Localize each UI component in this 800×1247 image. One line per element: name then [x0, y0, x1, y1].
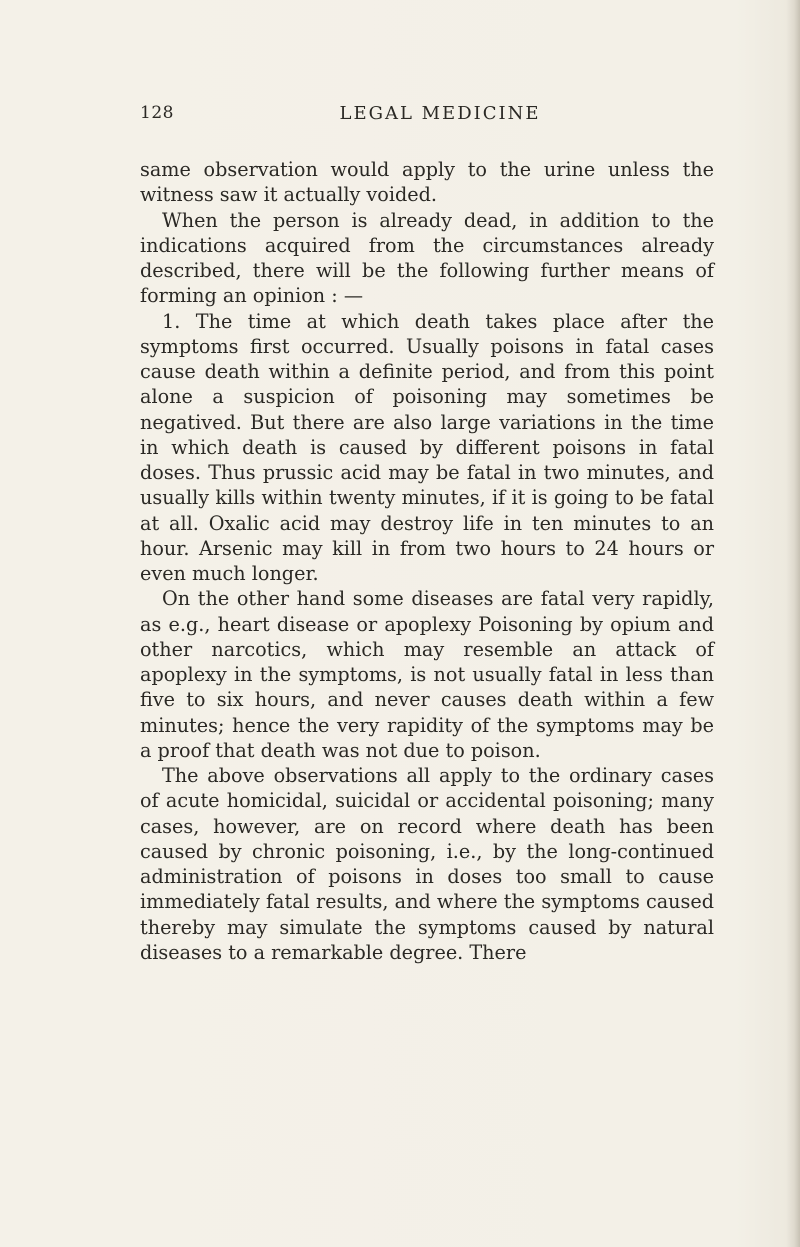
paragraph: On the other hand some diseases are fatal very rapidly, as e.g., heart disease or apoplexy Poisoning by opium and other narcotics, which may resemble an attack of apoplexy in the symptoms, is not usually fatal in less than five to six hours, and never causes death within a few minutes; hence the very rapidity of the symptoms may be a proof that death was not due to poison. — [140, 587, 714, 762]
paragraph: When the person is already dead, in addition to the indications acquired from the circumstances already described, there will be the following further means of forming an opinion : — — [140, 208, 714, 308]
page-header — [140, 103, 710, 133]
page-number: 128 — [140, 103, 174, 123]
paragraph: The above observations all apply to the ordinary cases of acute homicidal, suicidal or accidental poisoning; many cases, however, are on record where death has been caused by chronic poisoning, i.e., by the long-continued administration of poisons in doses too small to cause immediately fatal results, and where the symptoms caused thereby may simulate the symptoms caused by natural diseases to a remarkable degree. There — [140, 764, 714, 964]
paragraph-continuation: same observation would apply to the urine unless the witness saw it actually voided. — [140, 158, 714, 207]
paragraph-numbered: 1. The time at which death takes place after the symptoms first occurred. Usually poisons in fatal cases cause death within a definite period, and from this point alone a suspicion of poisoning may sometimes be negatived. But there are also large variations in the time in which death is caused by different poisons in fatal doses. Thus prussic acid may be fatal in two minutes, and usually kills within twenty minutes, if it is going to be fatal at all. Oxalic acid may destroy life in ten minutes to an hour. Arsenic may kill in from two hours to 24 hours or even much longer. — [140, 309, 714, 585]
running-head: LEGAL MEDICINE — [339, 103, 541, 124]
body-text — [140, 157, 714, 965]
page-edge-shadow — [786, 0, 800, 1247]
